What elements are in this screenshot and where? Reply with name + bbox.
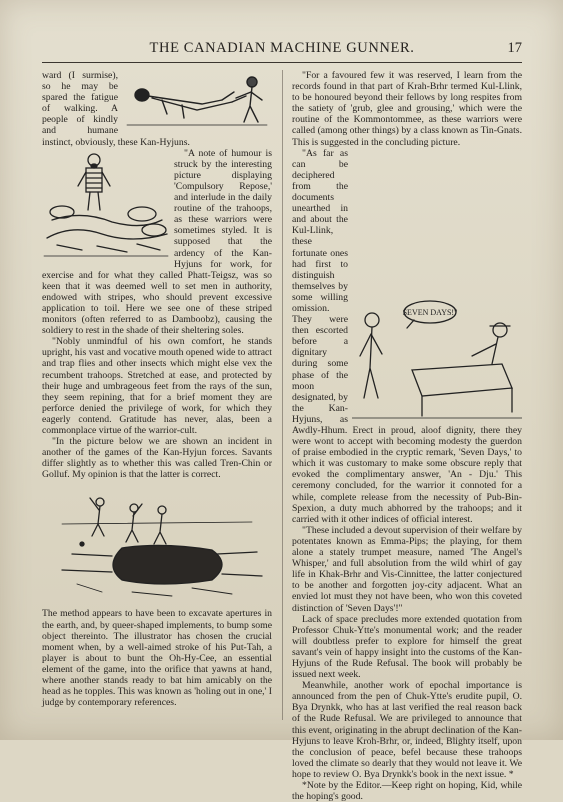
header-rule (42, 62, 522, 63)
page-header (42, 40, 522, 60)
seven-days-sketch (352, 298, 522, 420)
right-paragraph-2: "As far as can be deciphered from the documents unearthed in and about the Kul-Llink, these fortunate ones had first to distinguish themselves by some willing omission. They were then escorted before a dignitary during some phase of the moon designated, by the Kan-Hyjuns, as Awdly-Hhum. Erect in proud, aloof dignity, there they were wont to accept with becoming modesty the guerdon of praise embodied in the cryptic remark, 'Seven Days,' to which it was customary to make some obscure reply that evoked the complimentary answer, 'An - Dju.' This ceremony concluded, for the warrior it connoted for a while, complete release from the necessity of Pub-Bin-Spexion, a duty much abhorred by the trahoops; and it carried with it other indices of official interest. (292, 147, 522, 525)
publication-title: THE CANADIAN MACHINE GUNNER. (149, 40, 415, 56)
compulsory-repose-sketch (42, 150, 170, 262)
right-paragraph-5: Meanwhile, another work of epochal importance is announced from the pen of Chuk-Ytte's erudite pupil, O. Bya Drynkk, who has at last verified the real reason back of the Rude Refusal. We are privileged to announce that this event, originating in the abrupt declination of the Kan-Hyjuns to leave Kroh-Brhr, or, indeed, Blighty itself, upon the conclusion of peace, befel because these trahoops loved the climate so dearly that they would not leave it. We hope to review O. Bya Drynkk's book in the next issue. * (292, 680, 522, 780)
editor-note: *Note by the Editor.—Keep right on hoping, Kid, while the hoping's good. (292, 780, 522, 802)
right-column (292, 70, 522, 802)
right-paragraph-3: "These included a devout supervision of their welfare by potentates known as Emma-Pips; the playing, for them alone a stately trumpet measure, named 'The Angel's Whisper,' and full absolution from the wild whirl of gay life in Khak-Brhr and Vis-Cinnittee, the latter conjectured to be another and forgotten joy-city adjacent. What an envied lot must they not have been, who won this coveted distinction of 'Seven Days'!" (292, 524, 522, 614)
left-column (42, 70, 272, 708)
speech-bubble-text: SEVEN DAYS!" (402, 307, 458, 317)
walking-sketch (122, 70, 272, 132)
left-paragraph-3: "Nobly unmindful of his own comfort, he stands upright, his vast and vocative mouth opened wide to attract and trap flies and other insects which might else vex the recumbent trahoops. Stretched at ease, and protected by their huge and umbrageous feet from the rays of the sun, they seem repining, that for a brief moment they are perforce denied the privilege of work, for which they eagerly contend. Gratitude has never, alas, been a commonplace virtue of the warrior-cult. (42, 336, 272, 436)
left-paragraph-2: "A note of humour is struck by the interesting picture displaying 'Compulsory Repose,' and interlude in the daily routine of the trahoops, as these warriors were sometimes styled. It is supposed that the ardency of the Kan-Hyjuns for work, for exercise and for what they called Phatt-Teigsz, was so keen that it was deemed well to set men in authority, endowed with stripes, who should prevent excessive application to toil. Here we see one of these striped monitors (often referred to as Damboobz), causing the soldiery to rest in the shade of their sheltering soles. (42, 147, 272, 337)
left-paragraph-1: ward (I surmise), so he may be spared the fatigue of walking. A people of kindly and humane instinct, obviously, these Kan-Hyjuns. (42, 70, 190, 148)
page-number: 17 (507, 40, 522, 56)
right-paragraph-1: "For a favoured few it was reserved, I learn from the records found in that part of Krah-Brhr termed Kul-Llink, to be honoured beyond their fellows by long respites from the satiety of 'grub, glee and grousing,' which were the routine of the Kommontommee, as these warriors were called (among other things) by a class known as Tin-Gnats. This is suggested in the concluding picture. (292, 70, 522, 148)
trench-golf-sketch (42, 484, 272, 602)
column-divider (282, 70, 283, 720)
left-paragraph-4: "In the picture below we are shown an incident in another of the games of the Kan-Hyjun forces. Savants differ slightly as to whether this was called Tren-Chin or Golluf. My opinion is that the latter is correct. (42, 436, 272, 481)
right-paragraph-4: Lack of space precludes more extended quotation from Professor Chuk-Ytte's monumental work; and the reader will doubtless prefer to explore for himself the great savant's vein of happy insight into the customs of the Kan-Hyjuns of the Rude Refusal. The book will probably be issued next week. (292, 613, 522, 681)
left-paragraph-5: The method appears to have been to excavate apertures in the earth, and, by queer-shaped implements, to bump some object thereinto. The illustrator has chosen the crucial moment when, by a well-aimed stroke of his Put-Tah, a player is about to bunt the Oh-Hy-Cee, an essential element of the game, into the orifice that yawns at hand, where another stands ready to bat him amicably on the head as he topples. This was known as 'holing out in one,' I judge by contemporary references. (42, 608, 272, 709)
